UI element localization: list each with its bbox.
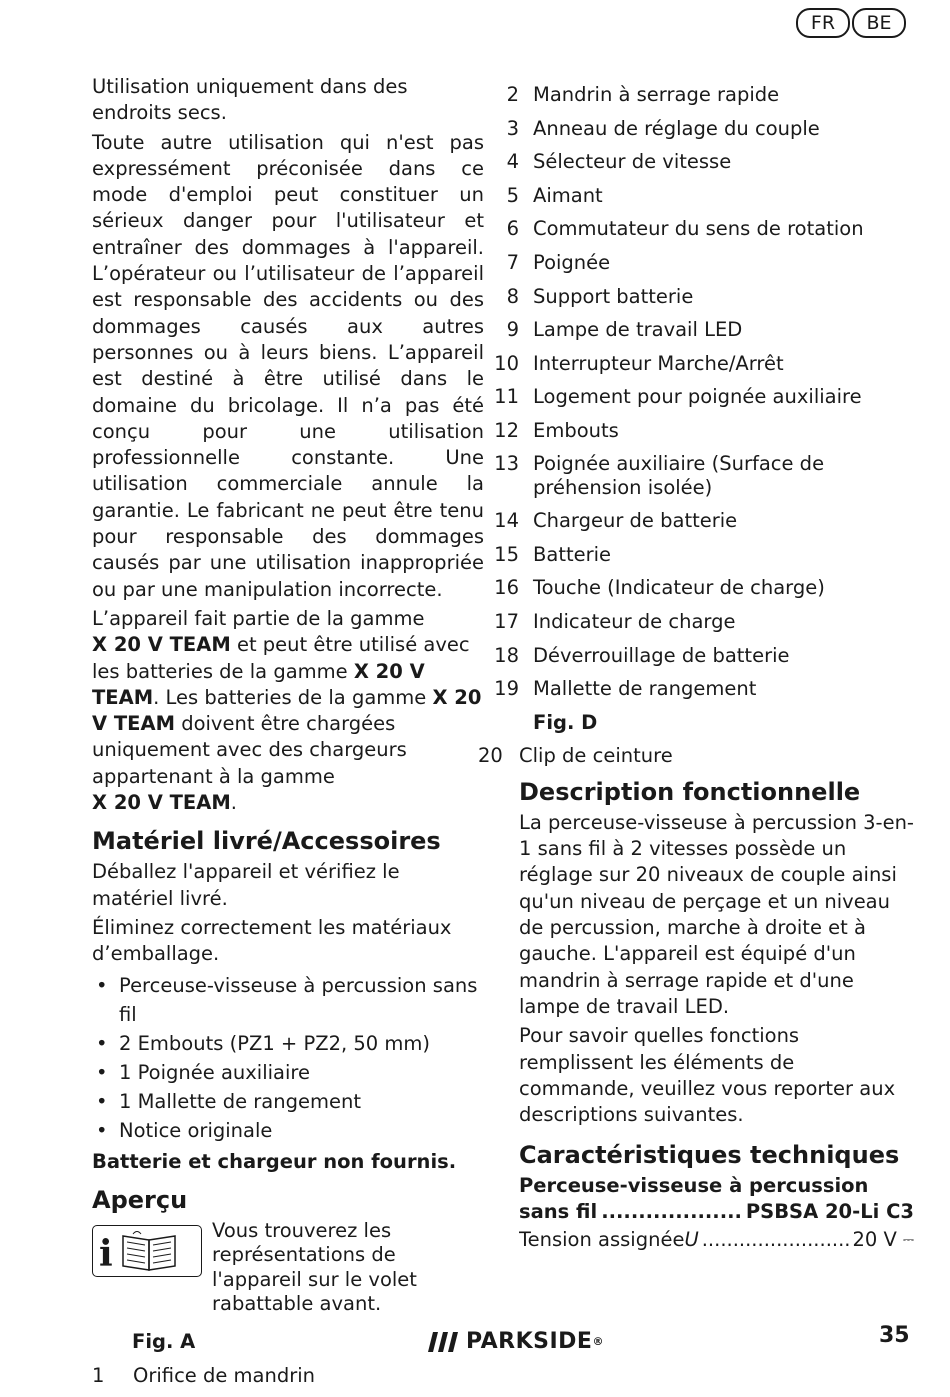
item-text: Aimant	[533, 183, 603, 207]
item-number: 6	[506, 217, 519, 241]
item-text: Batterie	[533, 542, 612, 566]
svg-text:i: i	[99, 1232, 113, 1275]
spec-product-row	[519, 1199, 914, 1225]
spec-voltage-label: Tension assignée	[519, 1228, 685, 1252]
item-text: Poignée	[533, 250, 611, 274]
info-box	[92, 1219, 484, 1317]
list-item	[478, 317, 914, 342]
list-item	[478, 149, 914, 174]
item-text: Embouts	[533, 418, 619, 442]
item-text: Poignée auxiliaire (Surface de préhension isolée)	[533, 451, 825, 499]
item-text: Déverrouillage de batterie	[533, 643, 790, 667]
spec-model: PSBSA 20-Li C3	[745, 1200, 914, 1224]
item-number: 18	[494, 643, 519, 667]
list-item-text: 1 Poignée auxiliaire	[119, 1060, 311, 1084]
list-item	[478, 216, 914, 241]
fig-d-label: Fig. D	[533, 710, 598, 734]
dc-current-icon: ⎓	[902, 1232, 914, 1249]
list-item	[478, 542, 914, 567]
list-item	[478, 284, 914, 309]
bullet-icon: •	[96, 973, 108, 997]
item-number: 11	[494, 385, 519, 409]
item-number: 10	[494, 351, 519, 375]
list-item	[478, 351, 914, 376]
list-item-text: Perceuse-visseuse à percussion sans fil	[119, 973, 478, 1026]
item-text: Touche (Indicateur de charge)	[533, 576, 825, 600]
page-number: 35	[879, 1323, 910, 1348]
spec-voltage-value: 20 V	[852, 1228, 897, 1252]
specs-heading: Caractéristiques techniques	[519, 1141, 900, 1170]
item-text: Commutateur du sens de rotation	[533, 217, 864, 241]
list-item	[478, 82, 914, 107]
list-item	[478, 508, 914, 533]
item-text: Indicateur de charge	[533, 609, 736, 633]
item-number: 14	[494, 509, 519, 533]
delivery-note: Batterie et chargeur non fournis.	[92, 1149, 457, 1173]
list-item	[92, 1116, 484, 1145]
list-item	[92, 1087, 484, 1116]
dot-leader	[601, 1199, 742, 1225]
item-number: 20	[478, 744, 503, 768]
item-number: 9	[506, 318, 519, 342]
team-paragraph	[92, 606, 484, 816]
info-text: Vous trouverez les représentations de l'appareil sur le volet rabattable avant.	[212, 1218, 417, 1316]
item-number: 1	[92, 1364, 105, 1388]
item-text: Chargeur de batterie	[533, 509, 738, 533]
delivery-paragraph-1: Déballez l'appareil et vérifiez le matériel livré.	[92, 860, 400, 910]
overview-heading: Aperçu	[92, 1185, 188, 1214]
item-text: Orifice de mandrin	[133, 1364, 316, 1388]
item-text: Support batterie	[533, 284, 694, 308]
item-number: 3	[506, 116, 519, 140]
list-item	[478, 643, 914, 668]
bullet-icon: •	[96, 1118, 108, 1142]
team-text-3: . Les batteries de la gamme	[153, 685, 433, 709]
item-number: 19	[494, 677, 519, 701]
dot-leader	[702, 1227, 850, 1253]
description-paragraph-1: La perceuse-visseuse à percussion 3-en-1 sans fil à 2 vitesses possède un réglage sur 20 niveaux de couple ainsi qu'un niveau de perçage et un niveau de percussion, marche à droite et à gauche. L'appareil est équipé d'un mandrin à serrage rapide et d'une lampe de travail LED.	[519, 810, 914, 1018]
list-item	[478, 676, 914, 701]
list-item	[478, 452, 914, 500]
item-text: Mallette de rangement	[533, 677, 757, 701]
item-number: 15	[494, 542, 519, 566]
spec-product-label: sans fil	[519, 1200, 598, 1224]
team-text-4: doivent être chargées uniquement avec des chargeurs appartenant à la gamme	[92, 712, 407, 788]
spec-voltage-row	[519, 1227, 914, 1253]
right-column	[478, 82, 914, 1254]
list-item	[478, 183, 914, 208]
logo-stripes-icon	[428, 1332, 458, 1352]
item-text: Clip de ceinture	[519, 744, 673, 768]
fig-d-row	[478, 710, 914, 735]
fig-a-label: Fig. A	[132, 1329, 196, 1353]
list-item-text: 1 Mallette de rangement	[119, 1089, 361, 1113]
list-item	[92, 1363, 484, 1388]
item-number: 13	[494, 451, 519, 475]
list-item	[92, 1029, 484, 1058]
team-text-1: L’appareil fait partie de la gamme	[92, 606, 425, 630]
list-item	[478, 743, 914, 768]
list-item	[478, 384, 914, 409]
language-badges	[796, 8, 906, 38]
brand-name: PARKSIDE	[466, 1329, 593, 1354]
list-item	[478, 609, 914, 634]
item-number: 17	[494, 609, 519, 633]
trademark-symbol: ®	[592, 1335, 604, 1348]
item-number: 12	[494, 418, 519, 442]
item-number: 4	[506, 150, 519, 174]
language-badge-fr: FR	[796, 8, 850, 38]
delivery-list	[92, 971, 484, 1145]
item-number: 2	[506, 83, 519, 106]
item-text: Anneau de réglage du couple	[533, 116, 820, 140]
left-column	[92, 74, 484, 1397]
book-info-icon	[92, 1225, 202, 1277]
item-text: Sélecteur de vitesse	[533, 150, 732, 174]
list-item	[478, 116, 914, 141]
item-number: 8	[506, 284, 519, 308]
delivery-paragraph-2: Éliminez correctement les matériaux d’emballage.	[92, 915, 452, 966]
team-brand-3: X 20 V TEAM	[92, 685, 482, 736]
item-number: 7	[506, 250, 519, 274]
intro-paragraph-2: Toute autre utilisation qui n'est pas expressément préconisée dans ce mode d'emploi peut constituer un sérieux danger pour l'utilisateur et entraîner des dommages à l'appareil. L’opérateur ou l’utilisateur de l’appareil est responsable des accidents ou des dommages causés aux autres personnes ou à leurs biens. L’appareil est destiné à être utilisé dans le domaine du bricolage. Il n’a pas été conçu pour une utilisation professionnelle constante. Une utilisation commerciale annule la garantie. Le fabricant ne peut être tenu pour responsable des dommages causés par une utilisation inappropriée ou par une manipulation incorrecte.	[92, 130, 484, 601]
team-text-2: et peut être utilisé avec les batteries de la gamme	[92, 633, 470, 683]
item-number: 16	[494, 576, 519, 600]
spec-product-line-1: Perceuse-visseuse à percussion	[519, 1174, 869, 1198]
team-brand-2: X 20 V TEAM	[92, 659, 425, 709]
language-badge-be: BE	[852, 8, 906, 38]
list-item	[92, 971, 484, 1029]
team-text-5: .	[230, 791, 237, 815]
item-text: Logement pour poignée auxiliaire	[533, 385, 862, 409]
list-item	[478, 250, 914, 275]
team-brand-4: X 20 V TEAM	[92, 791, 231, 815]
spec-voltage-symbol: U	[684, 1228, 699, 1252]
item-number: 5	[506, 183, 519, 207]
delivery-heading: Matériel livré/Accessoires	[92, 827, 441, 856]
list-item	[478, 418, 914, 443]
bullet-icon: •	[96, 1060, 108, 1084]
list-item	[92, 1058, 484, 1087]
intro-paragraph-1: Utilisation uniquement dans des endroits secs.	[92, 75, 408, 125]
parkside-logo	[428, 1329, 604, 1354]
item-text: Mandrin à serrage rapide	[533, 83, 780, 106]
team-brand-1: X 20 V TEAM	[92, 633, 231, 657]
list-item-text: Notice originale	[119, 1118, 273, 1142]
bullet-icon: •	[96, 1031, 108, 1055]
parts-list	[478, 82, 914, 768]
bullet-icon: •	[96, 1089, 108, 1113]
list-item-text: 2 Embouts (PZ1 + PZ2, 50 mm)	[119, 1031, 430, 1055]
item-text: Interrupteur Marche/Arrêt	[533, 351, 784, 375]
list-item	[478, 575, 914, 600]
item-text: Lampe de travail LED	[533, 318, 743, 342]
description-heading: Description fonctionnelle	[519, 777, 861, 806]
description-paragraph-2: Pour savoir quelles fonctions remplissent les éléments de commande, veuillez vous reporter aux descriptions suivantes.	[519, 1024, 896, 1127]
